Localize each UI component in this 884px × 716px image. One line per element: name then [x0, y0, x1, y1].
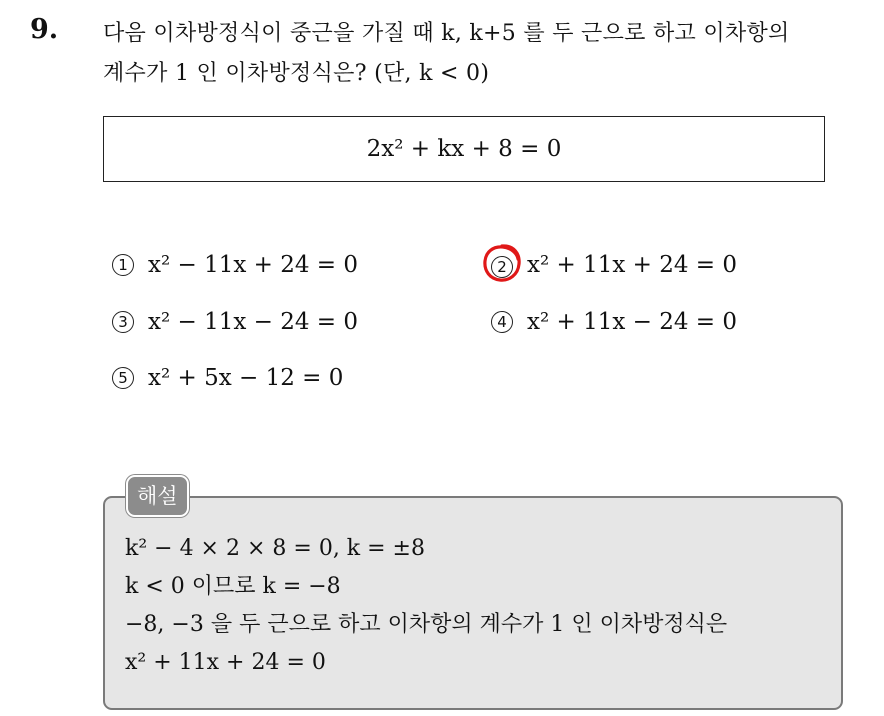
choice-4[interactable] [491, 309, 737, 335]
question-number: 9. [30, 14, 59, 45]
equation-box [103, 116, 825, 182]
choice-number-3: 3 [112, 311, 134, 333]
question-text [103, 14, 873, 94]
question-line-2: 계수가 1 인 이차방정식은? (단, k < 0) [103, 61, 490, 86]
explanation-line-1: k² − 4 × 2 × 8 = 0, k = ±8 [125, 536, 425, 561]
choice-3[interactable] [112, 309, 358, 335]
choice-1[interactable] [112, 252, 358, 278]
question-line-1: 다음 이차방정식이 중근을 가질 때 k, k+5 를 두 근으로 하고 이차항의 [103, 21, 790, 46]
explanation-line-3: −8, −3 을 두 근으로 하고 이차항의 계수가 1 인 이차방정식은 [125, 612, 728, 637]
choice-number-5: 5 [112, 367, 134, 389]
explanation-line-2: k < 0 이므로 k = −8 [125, 574, 341, 599]
choice-number-4: 4 [491, 311, 513, 333]
choice-text-4: x² + 11x − 24 = 0 [527, 309, 738, 335]
choice-2[interactable] [491, 252, 737, 278]
choice-number-2: 2 [491, 256, 513, 278]
explanation-label: 해설 [126, 475, 189, 517]
choice-text-1: x² − 11x + 24 = 0 [148, 252, 359, 278]
explanation-text [125, 530, 727, 682]
answer-mark-icon [481, 242, 523, 284]
given-equation: 2x² + kx + 8 = 0 [366, 136, 562, 162]
choice-text-2: x² + 11x + 24 = 0 [527, 252, 738, 278]
explanation-line-4: x² + 11x + 24 = 0 [125, 650, 326, 675]
choice-number-1: 1 [112, 254, 134, 276]
choice-number-2-wrap [491, 252, 527, 278]
choice-text-5: x² + 5x − 12 = 0 [148, 365, 344, 391]
choice-5[interactable] [112, 365, 343, 391]
choice-text-3: x² − 11x − 24 = 0 [148, 309, 359, 335]
